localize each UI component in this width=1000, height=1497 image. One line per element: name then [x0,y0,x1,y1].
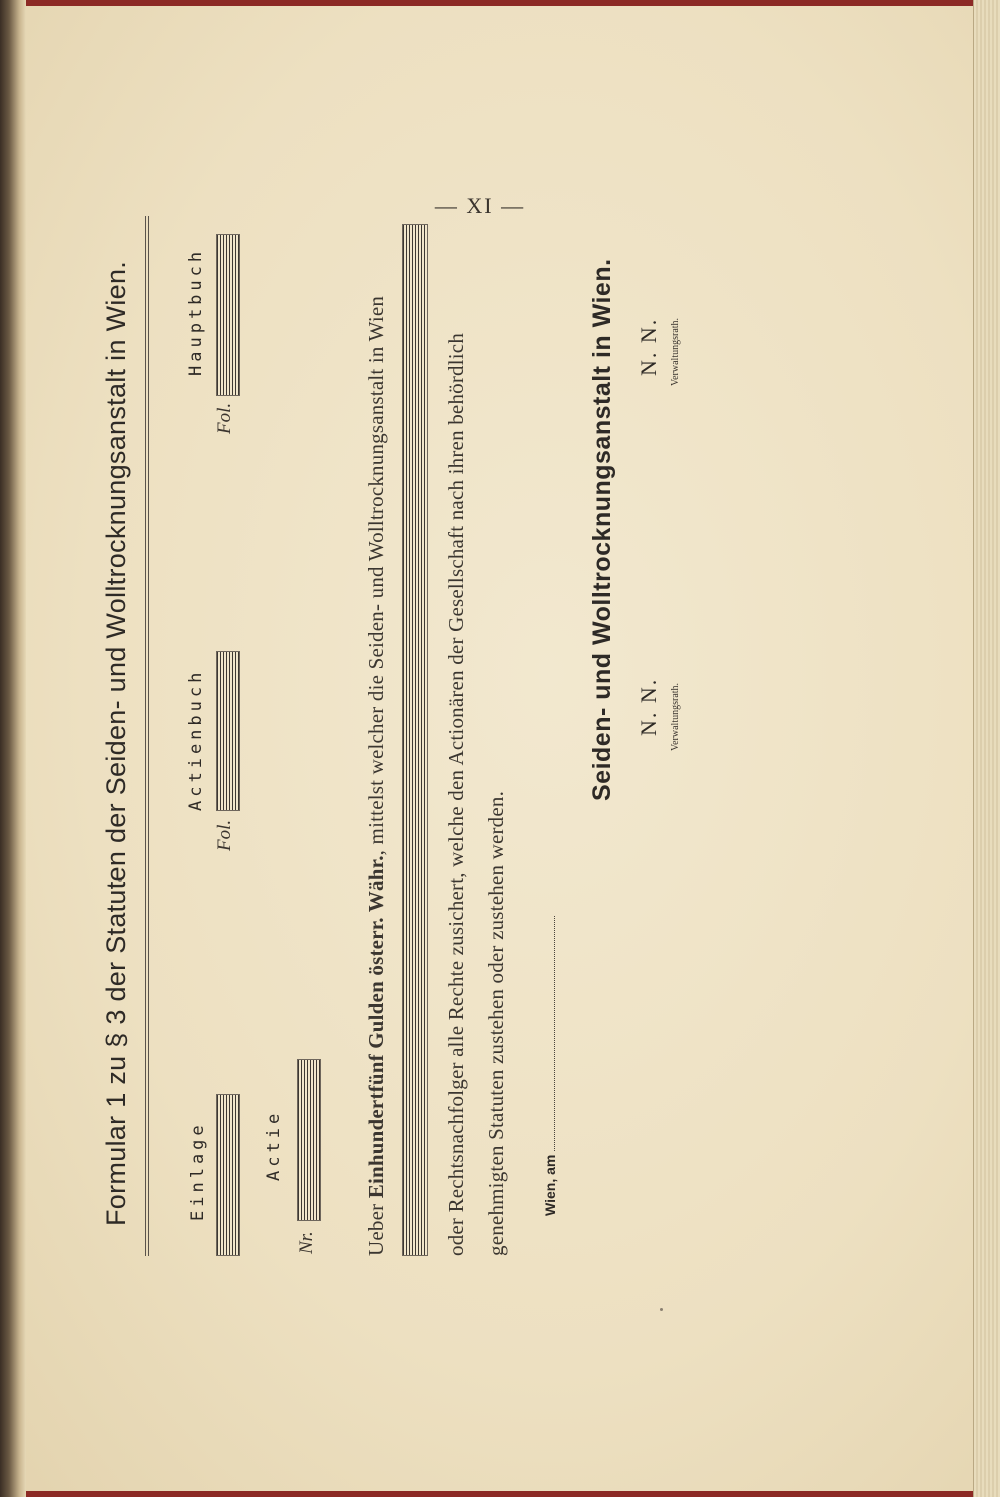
hauptbuch-fol-field[interactable] [216,234,240,396]
einlage-label: Einlage [188,1121,208,1221]
paper-speck [660,1308,663,1311]
actie-nr-field[interactable] [297,1059,321,1221]
page-bottom-edge [0,1491,1000,1497]
actie-label: Actie [264,1109,284,1181]
actienbuch-fol-label: Fol. [214,819,235,851]
form-title: Formular 1 zu § 3 der Statuten der Seiden- und Wolltrocknungsanstalt in Wien. [101,260,131,1226]
body-line-2: oder Rechtsnachfolger alle Rechte zusichert, welche den Actionären der Gesellschaft nach ihren behördlich [444,332,468,1256]
date-field[interactable] [540,916,555,1151]
body-line-1-prefix: Ueber [364,1198,388,1256]
rotated-form [92,216,732,1256]
body-line-3: genehmigten Statuten zustehen oder zustehen werden. [484,790,508,1256]
amount-in-words: Einhundertfünf Gulden österr. Währ. [364,855,388,1199]
body-line-1 [364,296,389,1256]
left-signatory-name: N. N. [636,677,661,736]
einlage-field[interactable] [216,1094,240,1256]
book-spine [0,0,26,1497]
place-date [540,916,558,1216]
right-signatory-role: Verwaltungsrath. [670,317,681,386]
hauptbuch-label: Hauptbuch [186,247,206,376]
title-rule [145,216,149,1256]
shareholder-name-field[interactable] [402,224,428,1256]
right-signatory-name: N. N. [636,317,661,376]
hauptbuch-fol-label: Fol. [214,402,235,434]
page-number: — XI — [434,193,526,218]
page-top-edge [0,0,1000,6]
actie-nr-label: Nr. [296,1231,317,1254]
company-signature: Seiden- und Wolltrocknungsanstalt in Wien. [588,258,616,801]
left-signatory-role: Verwaltungsrath. [670,682,681,751]
actienbuch-label: Actienbuch [186,668,206,811]
actienbuch-fol-field[interactable] [216,651,240,811]
place-date-label: Wien, am [542,1154,558,1216]
body-line-1-suffix: , mittelst welcher die Seiden- und Wolltrocknungsanstalt in Wien [364,295,388,856]
page-stack-edge [973,0,1000,1497]
